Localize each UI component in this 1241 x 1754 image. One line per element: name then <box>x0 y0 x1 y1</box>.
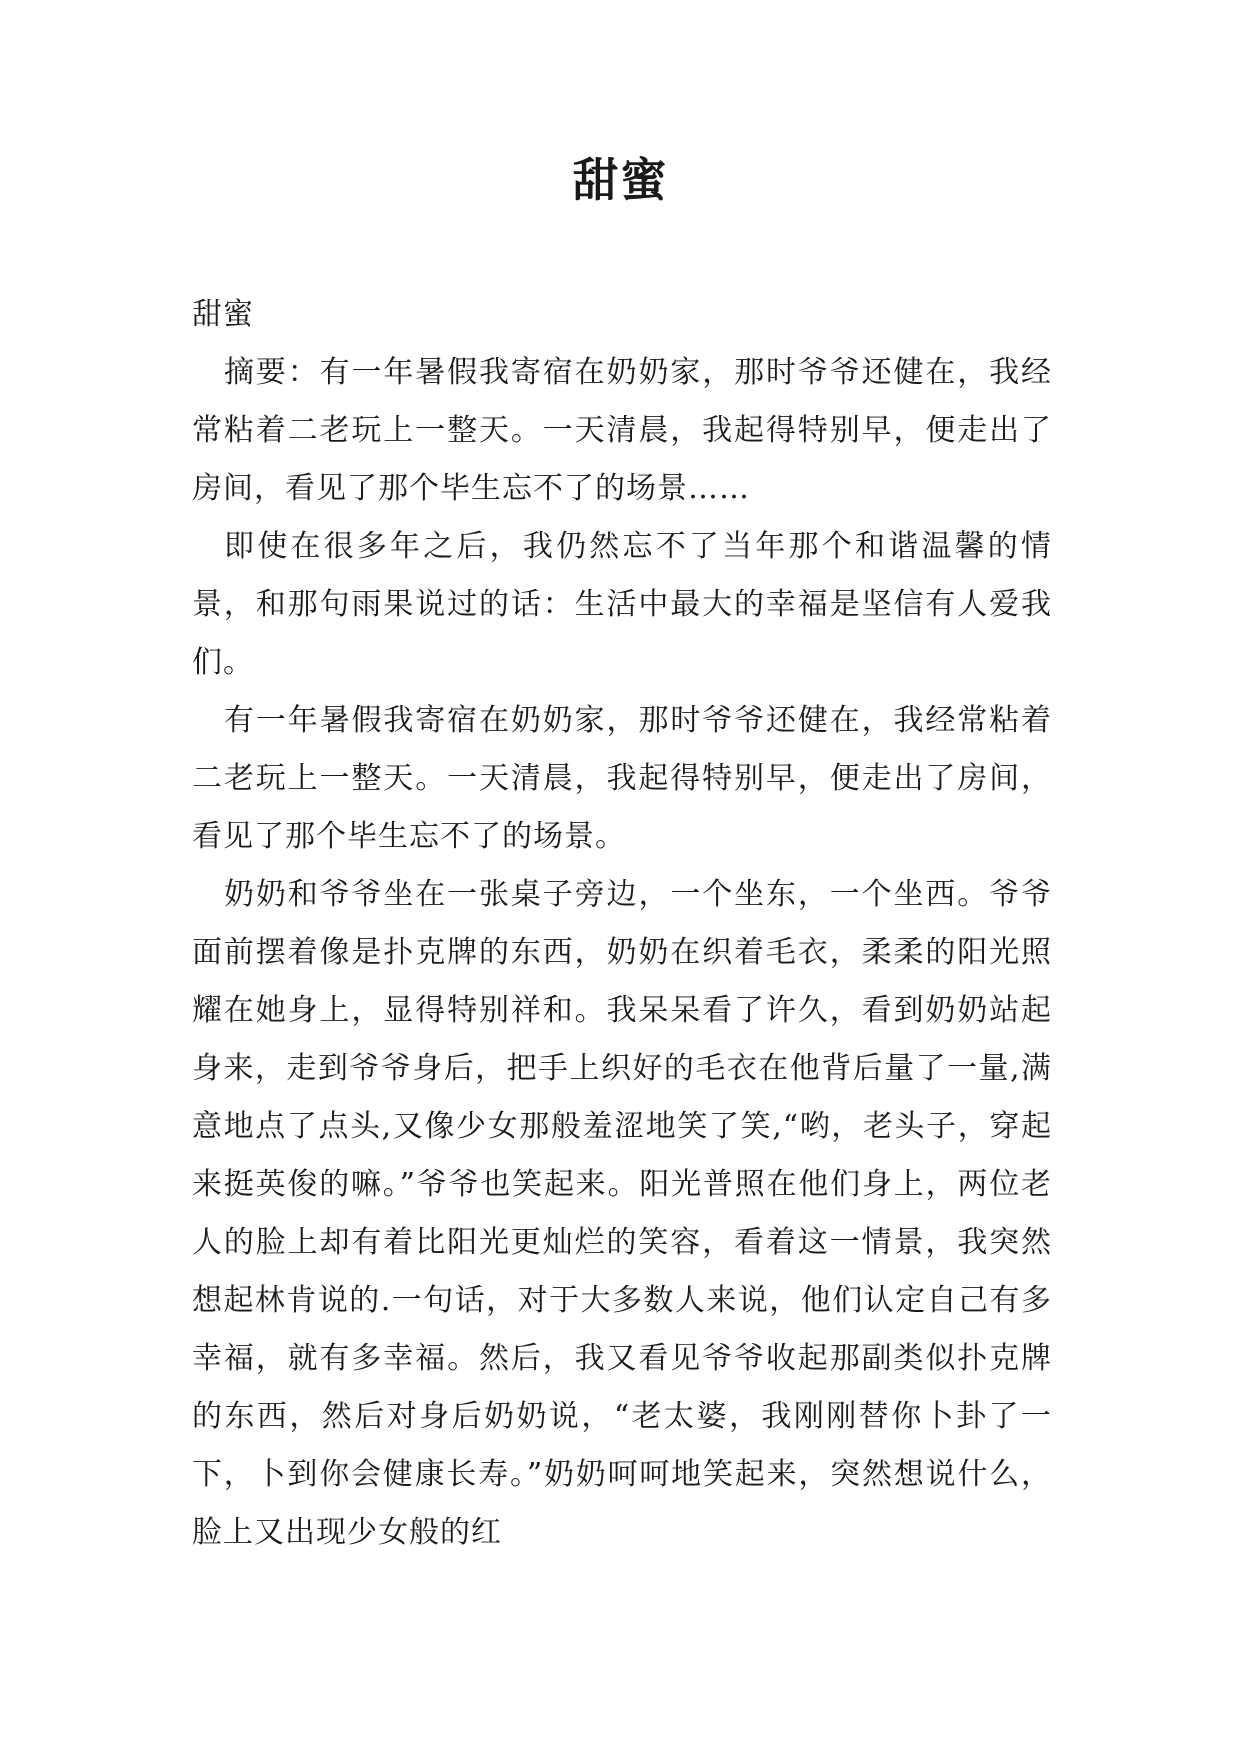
paragraph: 即使在很多年之后，我仍然忘不了当年那个和谐温馨的情景，和那句雨果说过的话：生活中最大的幸福是坚信有人爱我们。 <box>192 529 1052 680</box>
paragraph: 有一年暑假我寄宿在奶奶家，那时爷爷还健在，我经常粘着二老玩上一整天。一天清晨，我起得特别早，便走出了房间，看见了那个毕生忘不了的场景。 <box>192 703 1052 854</box>
document-subtitle: 甜蜜 <box>192 297 254 332</box>
paragraph: 奶奶和爷爷坐在一张桌子旁边，一个坐东，一个坐西。爷爷面前摆着像是扑克牌的东西，奶奶在织着毛衣，柔柔的阳光照耀在她身上，显得特别祥和。我呆呆看了许久，看到奶奶站起身来，走到爷爷身后，把手上织好的毛衣在他背后量了一量,满意地点了点头,又像少女那般羞涩地笑了笑,“哟，老头子，穿起来挺英俊的嘛。”爷爷也笑起来。阳光普照在他们身上，两位老人的脸上却有着比阳光更灿烂的笑容，看着这一情景，我突然想起林肯说的.一句话，对于大多数人来说，他们认定自己有多幸福，就有多幸福。然后，我又看见爷爷收起那副类似扑克牌的东西，然后对身后奶奶说，“老太婆，我刚刚替你卜卦了一下，卜到你会健康长寿。”奶奶呵呵地笑起来，突然想说什么，脸上又出现少女般的红 <box>192 877 1052 1550</box>
paragraph-abstract: 摘要：有一年暑假我寄宿在奶奶家，那时爷爷还健在，我经常粘着二老玩上一整天。一天清晨，我起得特别早，便走出了房间，看见了那个毕生忘不了的场景…… <box>192 355 1052 506</box>
document-body <box>192 286 1052 1562</box>
document-title: 甜蜜 <box>572 153 669 207</box>
